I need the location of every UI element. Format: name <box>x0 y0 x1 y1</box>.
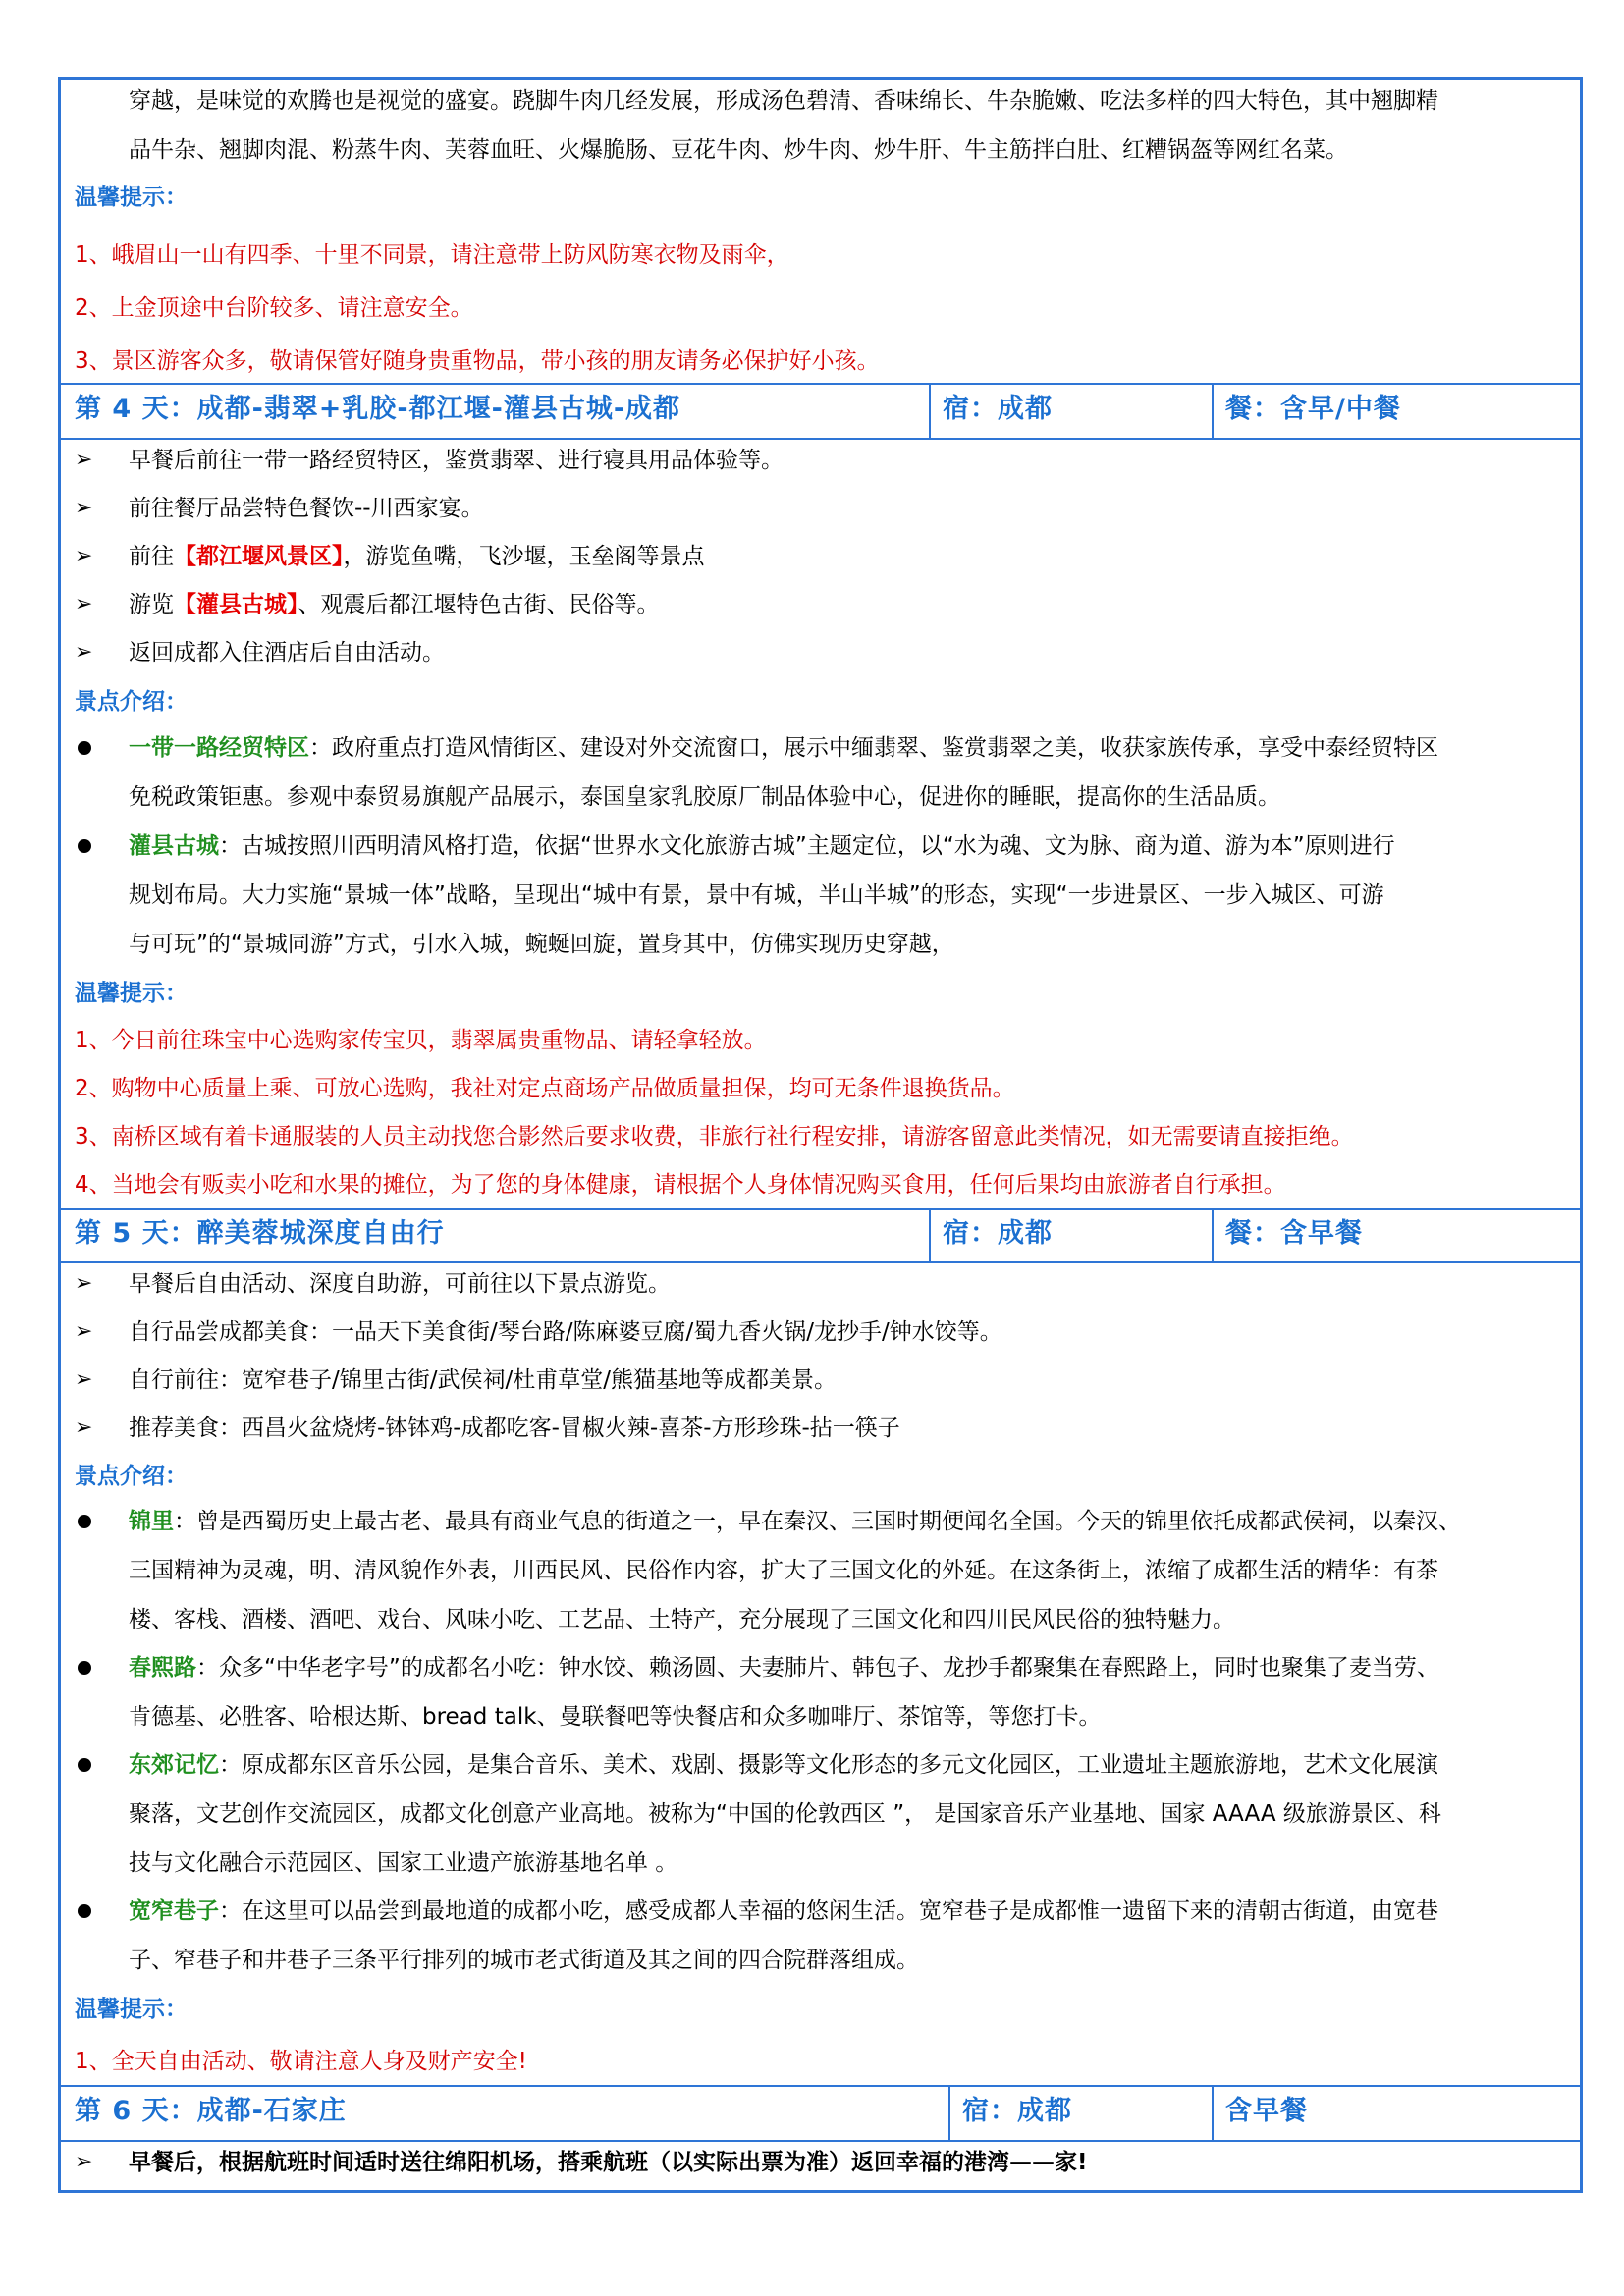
day5-item: 自行前往：宽窄巷子/锦里古街/武侯祠/杜甫草堂/熊猫基地等成都美景。 <box>129 1367 837 1393</box>
scenic-highlight: 【都江堰风景区】 <box>174 544 344 569</box>
day6-stay: 宿：成都 <box>962 2096 1072 2126</box>
day4-item: 前往【都江堰风景区】，游览鱼嘴，飞沙堰，玉垒阁等景点 <box>129 544 705 569</box>
spot-line: 东郊记忆：原成都东区音乐公园，是集合音乐、美术、戏剧、摄影等文化形态的多元文化园区，工业遗址主题旅游地，艺术文化展演 <box>129 1752 1438 1778</box>
divider <box>1212 2085 1214 2140</box>
spot-line: 灌县古城：古城按照川西明清风格打造，依据“世界水文化旅游古城”主题定位，以“水为魂、文为脉、商为道、游为本”原则进行 <box>129 833 1395 859</box>
spot-line: 三国精神为灵魂，明、清风貌作外表，川西民风、民俗作内容，扩大了三国文化的外延。在这条街上，浓缩了成都生活的精华：有茶 <box>129 1558 1438 1583</box>
tip-item: 3、南桥区域有着卡通服装的人员主动找您合影然后要求收费，非旅行社行程安排，请游客留意此类情况，如无需要请直接拒绝。 <box>75 1124 1354 1149</box>
food-intro-line: 品牛杂、翘脚肉混、粉蒸牛肉、芙蓉血旺、火爆脆肠、豆花牛肉、炒牛肉、炒牛肝、牛主筋拌白肚、红糟锅盔等网红名菜。 <box>129 137 1348 163</box>
day4-item: 早餐后前往一带一路经贸特区，鉴赏翡翠、进行寝具用品体验等。 <box>129 448 784 473</box>
spot-line: 技与文化融合示范园区、国家工业遗产旅游基地名单 。 <box>129 1850 678 1876</box>
spot-line: 免税政策钜惠。参观中泰贸易旗舰产品展示，泰国皇家乳胶原厂制品体验中心，促进你的睡眠，提高你的生活品质。 <box>129 784 1280 810</box>
day5-meal: 餐：含早餐 <box>1225 1218 1363 1249</box>
bullet-dot-icon <box>78 1515 91 1528</box>
arrow-bullet-icon: ➢ <box>75 496 93 520</box>
spot-line: 一带一路经贸特区：政府重点打造风情街区、建设对外交流窗口，展示中缅翡翠、鉴赏翡翠之美，收获家族传承，享受中泰经贸特区 <box>129 735 1438 761</box>
spots-title: 景点介绍： <box>75 1464 188 1489</box>
day6-meal: 含早餐 <box>1225 2096 1308 2126</box>
divider <box>61 1261 1580 1263</box>
bullet-dot-icon <box>78 1758 91 1772</box>
food-intro-line: 穿越，是味觉的欢腾也是视觉的盛宴。跷脚牛肉几经发展，形成汤色碧清、香味绵长、牛杂脆嫩、吃法多样的四大特色，其中翘脚精 <box>129 88 1438 114</box>
day6-title: 第 6 天：成都-石家庄 <box>75 2096 347 2126</box>
day4-meal: 餐：含早/中餐 <box>1225 394 1401 424</box>
tip-item: 3、景区游客众多，敬请保管好随身贵重物品，带小孩的朋友请务必保护好小孩。 <box>75 348 880 374</box>
tip-item: 2、上金顶途中台阶较多、请注意安全。 <box>75 295 473 321</box>
day4-item: 游览【灌县古城】、观震后都江堰特色古街、民俗等。 <box>129 592 660 617</box>
divider <box>948 2085 950 2140</box>
bullet-dot-icon <box>78 741 91 755</box>
scenic-highlight: 【灌县古城】 <box>174 592 298 617</box>
arrow-bullet-icon: ➢ <box>75 2150 93 2174</box>
day5-item: 推荐美食：西昌火盆烧烤-钵钵鸡-成都吃客-冒椒火辣-喜茶-方形珍珠-拈一筷子 <box>129 1415 900 1441</box>
arrow-bullet-icon: ➢ <box>75 448 93 472</box>
arrow-bullet-icon: ➢ <box>75 592 93 616</box>
day4-item: 返回成都入住酒店后自由活动。 <box>129 640 445 666</box>
arrow-bullet-icon: ➢ <box>75 1415 93 1440</box>
itinerary-table <box>58 77 1583 2193</box>
arrow-bullet-icon: ➢ <box>75 1319 93 1344</box>
arrow-bullet-icon: ➢ <box>75 640 93 665</box>
tip-item: 4、当地会有贩卖小吃和水果的摊位，为了您的身体健康，请根据个人身体情况购买食用，任何后果均由旅游者自行承担。 <box>75 1172 1286 1198</box>
spot-line: 楼、客栈、酒楼、酒吧、戏台、风味小吃、工艺品、土特产，充分展现了三国文化和四川民风民俗的独特魅力。 <box>129 1607 1235 1632</box>
tip-item: 2、购物中心质量上乘、可放心选购，我社对定点商场产品做质量担保，均可无条件退换货品。 <box>75 1076 1015 1101</box>
day4-item: 前往餐厅品尝特色餐饮--川西家宴。 <box>129 496 484 521</box>
spot-line: 聚落，文艺创作交流园区，成都文化创意产业高地。被称为“中国的伦敦西区 ”， 是国家音乐产业基地、国家 AAAA 级旅游景区、科 <box>129 1801 1441 1827</box>
tips-title: 温馨提示： <box>75 1997 188 2022</box>
divider <box>929 1208 931 1261</box>
divider <box>61 2085 1580 2087</box>
bullet-dot-icon <box>78 839 91 853</box>
spot-line: 肯德基、必胜客、哈根达斯、bread talk、曼联餐吧等快餐店和众多咖啡厅、茶馆等，等您打卡。 <box>129 1704 1102 1730</box>
spots-title: 景点介绍： <box>75 689 188 715</box>
divider <box>1212 383 1214 438</box>
spot-line: 规划布局。大力实施“景城一体”战略，呈现出“城中有景，景中有城，半山半城”的形态，实现“一步进景区、一步入城区、可游 <box>129 882 1384 908</box>
day4-title: 第 4 天：成都-翡翠+乳胶-都江堰-灌县古城-成都 <box>75 394 681 424</box>
spot-line: 春熙路：众多“中华老字号”的成都名小吃：钟水饺、赖汤圆、夫妻肺片、韩包子、龙抄手都聚集在春熙路上，同时也聚集了麦当劳、 <box>129 1655 1439 1681</box>
tips-title: 温馨提示： <box>75 185 188 210</box>
arrow-bullet-icon: ➢ <box>75 1271 93 1296</box>
day6-item: 早餐后，根据航班时间适时送往绵阳机场，搭乘航班（以实际出票为准）返回幸福的港湾——家! <box>129 2150 1088 2175</box>
spot-line: 与可玩”的“景城同游”方式，引水入城，蜿蜒回旋，置身其中，仿佛实现历史穿越， <box>129 932 954 957</box>
day5-item: 自行品尝成都美食：一品天下美食街/琴台路/陈麻婆豆腐/蜀九香火锅/龙抄手/钟水饺等。 <box>129 1319 1002 1345</box>
divider <box>61 2140 1580 2142</box>
day5-stay: 宿：成都 <box>943 1218 1053 1249</box>
divider <box>61 1208 1580 1210</box>
spot-line: 宽窄巷子：在这里可以品尝到最地道的成都小吃，感受成都人幸福的悠闲生活。宽窄巷子是成都惟一遗留下来的清朝古街道，由宽巷 <box>129 1898 1438 1924</box>
arrow-bullet-icon: ➢ <box>75 1367 93 1392</box>
divider <box>1212 1208 1214 1261</box>
arrow-bullet-icon: ➢ <box>75 544 93 568</box>
day4-stay: 宿：成都 <box>943 394 1053 424</box>
bullet-dot-icon <box>78 1661 91 1675</box>
divider <box>61 438 1580 440</box>
tips-title: 温馨提示： <box>75 981 188 1006</box>
spot-line: 锦里：曾是西蜀历史上最古老、最具有商业气息的街道之一，早在秦汉、三国时期便闻名全国。今天的锦里依托成都武侯祠，以秦汉、 <box>129 1509 1461 1534</box>
day5-title: 第 5 天：醉美蓉城深度自由行 <box>75 1218 445 1249</box>
bullet-dot-icon <box>78 1904 91 1918</box>
tip-item: 1、峨眉山一山有四季、十里不同景，请注意带上防风防寒衣物及雨伞， <box>75 242 789 268</box>
day5-item: 早餐后自由活动、深度自助游，可前往以下景点游览。 <box>129 1271 671 1297</box>
tip-item: 1、今日前往珠宝中心选购家传宝贝，翡翠属贵重物品、请轻拿轻放。 <box>75 1028 767 1053</box>
divider <box>61 383 1580 385</box>
divider <box>929 383 931 438</box>
spot-line: 子、窄巷子和井巷子三条平行排列的城市老式街道及其之间的四合院群落组成。 <box>129 1948 919 1973</box>
tip-item: 1、全天自由活动、敬请注意人身及财产安全! <box>75 2049 527 2074</box>
